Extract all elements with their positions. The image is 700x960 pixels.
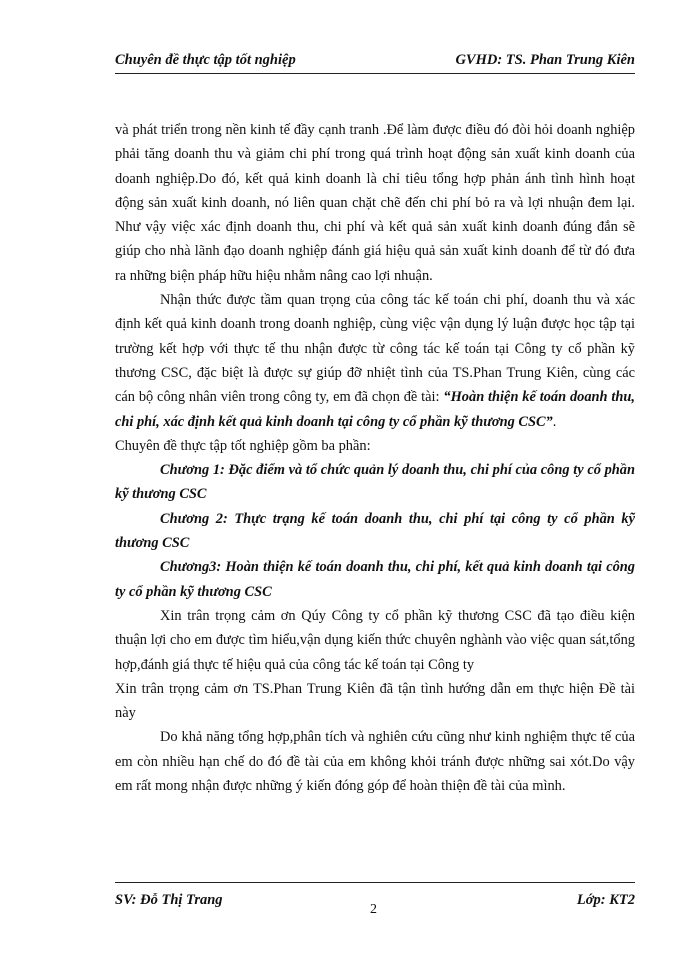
page-footer <box>115 890 635 917</box>
paragraph-1: và phát triển trong nền kinh tế đầy cạnh tranh .Để làm được điều đó đòi hỏi doanh nghiệp phải tăng doanh thu và giảm chi phí trong quá trình hoạt động sản xuất kinh doanh của doanh nghiệp.Do đó, kết quả kinh doanh là chỉ tiêu tổng hợp phản ánh tình hình hoạt động sản xuất kinh doanh, nó liên quan chặt chẽ đến chi phí bỏ ra và lợi nhuận đem lại. Như vậy việc xác định doanh thu, chi phí và kết quả sản xuất kinh doanh đúng đắn sẽ giúp cho nhà lãnh đạo doanh nghiệp đánh giá hiệu quả sản xuất kinh doanh để từ đó đưa ra những biện pháp hữu hiệu nhằm nâng cao lợi nhuận. <box>115 122 635 284</box>
thesis-title: “Hoàn thiện kế toán doanh thu, chi phí, xác định kết quả kinh doanh tại công ty cổ phần kỹ thương CSC” <box>115 389 635 430</box>
chapter-3-line: Chương3: Hoàn thiện kế toán doanh thu, chi phí, kết quả kinh doanh tại công ty cổ phần kỹ thương CSC <box>115 559 635 600</box>
paragraph-6: Do khả năng tổng hợp,phân tích và nghiên cứu cũng như kinh nghiệm thực tế của em còn nhiều hạn chế do đó đề tài của em không khỏi tránh được những sai xót.Do vậy em rất mong nhận được những ý kiến đóng góp để hoàn thiện đề tài của mình. <box>115 729 635 795</box>
footer-student-name: SV: Đỗ Thị Trang <box>115 892 223 908</box>
page-number: 2 <box>370 902 377 917</box>
paragraph-2 <box>115 288 635 434</box>
paragraph-5: Xin trân trọng cảm ơn TS.Phan Trung Kiên đã tận tình hướng dẫn em thực hiện Đề tài này <box>115 680 635 722</box>
document-body <box>115 118 635 798</box>
page-header <box>115 50 635 74</box>
chapter-1-line: Chương 1: Đặc điểm và tổ chức quản lý doanh thu, chi phí của công ty cổ phần kỹ thương CSC <box>115 462 635 503</box>
header-report-title: Chuyên đề thực tập tốt nghiệp <box>115 52 296 68</box>
paragraph-2-text: Nhận thức được tầm quan trọng của công tác kế toán chi phí, doanh thu và xác định kết quả kinh doanh trong doanh nghiệp, cùng việc vận dụng lý luận được học tập tại trường kết hợp với thực tế thu nhận được từ công tác kế toán tại Công ty cổ phần kỹ thương CSC, đặc biệt là được sự giúp đỡ nhiệt tình của TS.Phan Trung Kiên, cùng các cán bộ công nhân viên trong công ty, em đã chọn đề tài: <box>115 292 635 406</box>
paragraph-4: Xin trân trọng cảm ơn Qúy Công ty cổ phần kỹ thương CSC đã tạo điều kiện thuận lợi cho em được tìm hiểu,vận dụng kiến thức chuyên nghành vào việc quan sát,tổng hợp,đánh giá thực tế hiệu quả của công tác kế toán tại Công ty <box>115 607 635 673</box>
footer-class: Lớp: KT2 <box>576 892 635 908</box>
chapter-2-line: Chương 2: Thực trạng kế toán doanh thu, chi phí tại công ty cổ phần kỹ thương CSC <box>115 510 635 552</box>
header-divider <box>115 73 635 74</box>
footer-divider <box>115 882 635 883</box>
paragraph-3: Chuyên đề thực tập tốt nghiệp gồm ba phần: <box>115 437 371 454</box>
header-supervisor: GVHD: TS. Phan Trung Kiên <box>455 52 635 68</box>
paragraph-2-end: . <box>552 413 557 430</box>
